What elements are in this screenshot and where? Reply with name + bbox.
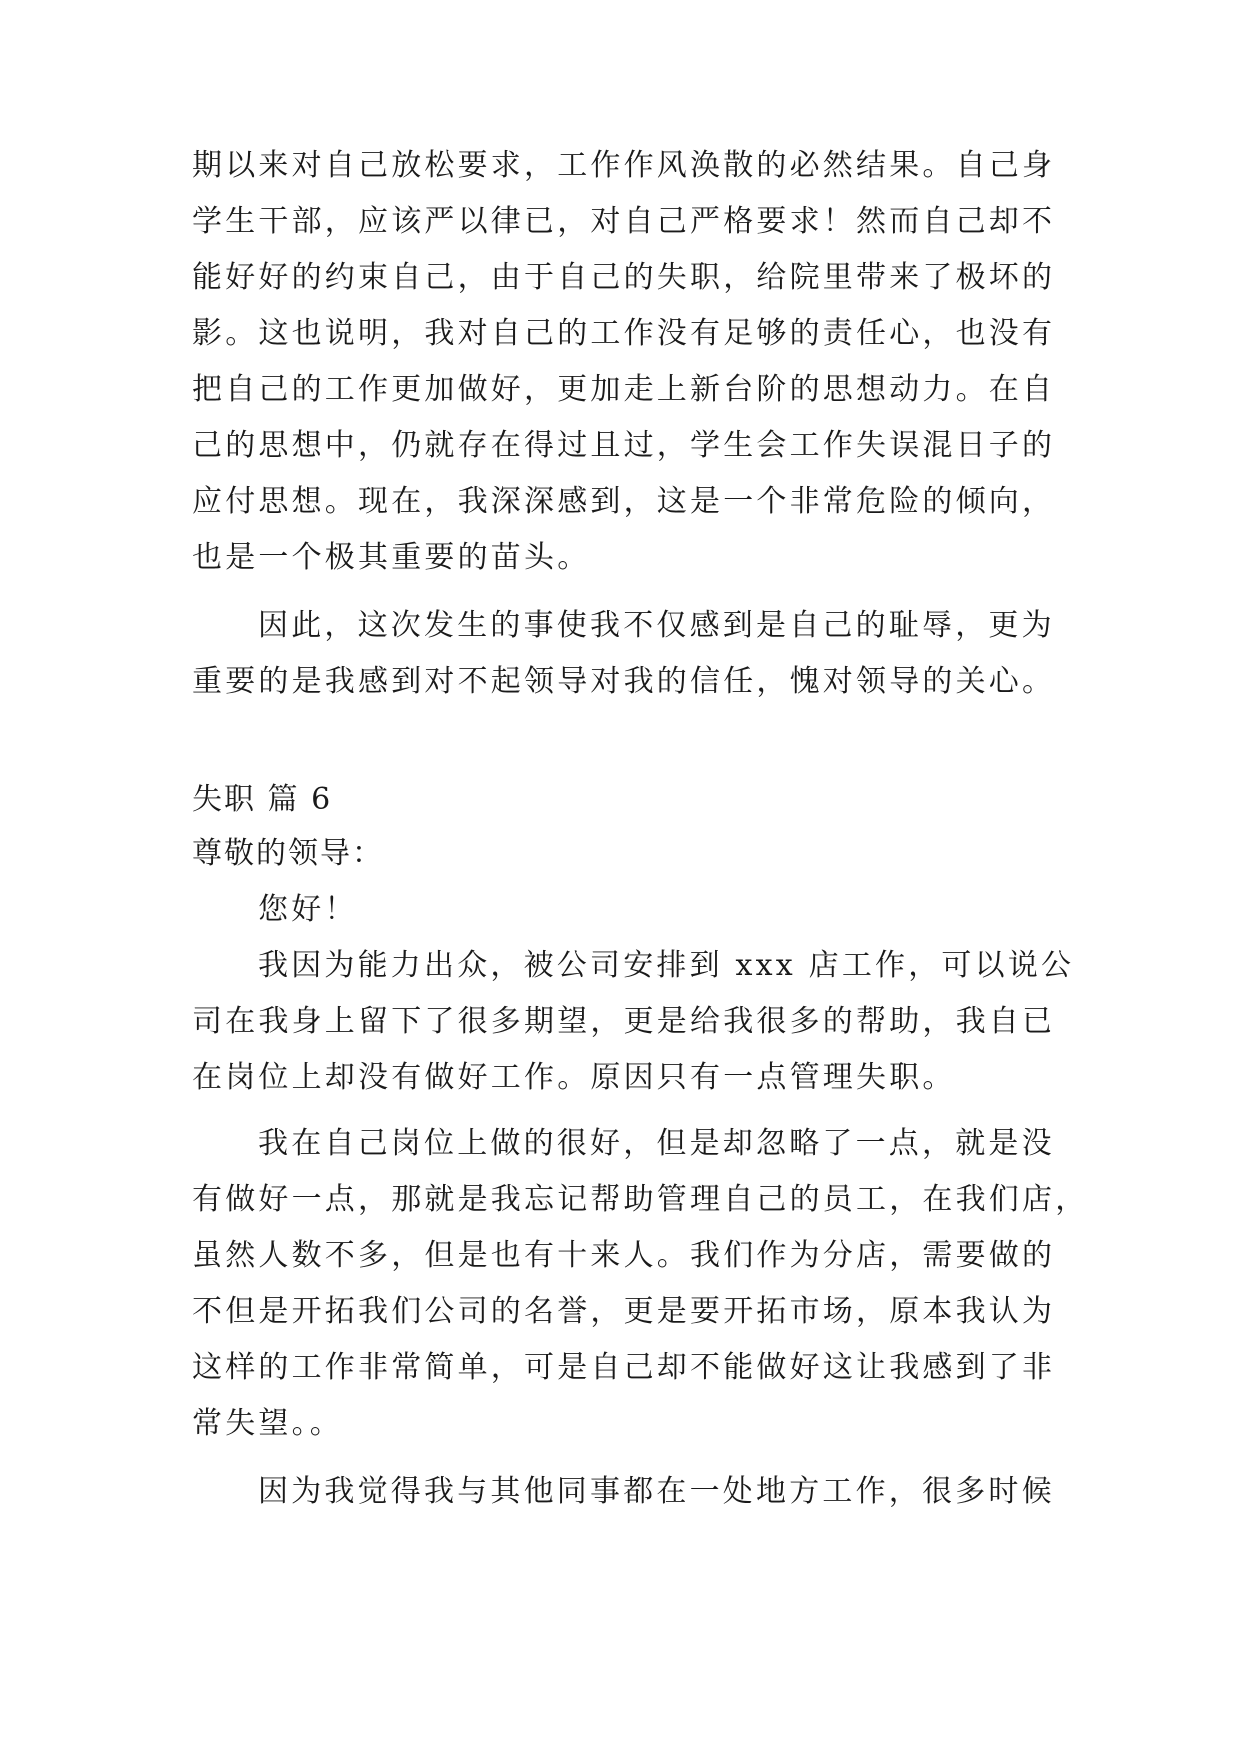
paragraph-line: 因为我觉得我与其他同事都在一处地方工作，很多时候 xyxy=(258,1474,1055,1509)
paragraph-line: 学生干部，应该严以律已，对自己严格要求！然而自己却不 xyxy=(192,204,1056,239)
paragraph-line: 在岗位上却没有做好工作。原因只有一点管理失职。 xyxy=(192,1060,956,1095)
paragraph-line: 重要的是我感到对不起领导对我的信任，愧对领导的关心。 xyxy=(192,664,1056,699)
salutation: 尊敬的领导： xyxy=(192,836,384,871)
paragraph-line: 不但是开拓我们公司的名誉，更是要开拓市场，原本我认为 xyxy=(192,1294,1056,1329)
paragraph-line: 因此，这次发生的事使我不仅感到是自己的耻辱，更为 xyxy=(258,608,1055,643)
paragraph-line: 我因为能力出众，被公司安排到 xxx 店工作，可以说公 xyxy=(258,948,1075,983)
paragraph-line: 影。这也说明，我对自己的工作没有足够的责任心，也没有 xyxy=(192,316,1056,351)
section-title: 失职 篇 6 xyxy=(192,782,333,817)
paragraph-line: 应付思想。现在，我深深感到，这是一个非常危险的倾向， xyxy=(192,484,1056,519)
paragraph-line: 也是一个极其重要的苗头。 xyxy=(192,540,591,575)
paragraph-line: 我在自己岗位上做的很好，但是却忽略了一点，就是没 xyxy=(258,1126,1055,1161)
paragraph-line: 把自己的工作更加做好，更加走上新台阶的思想动力。在自 xyxy=(192,372,1056,407)
paragraph-line: 常失望。。 xyxy=(192,1406,343,1441)
paragraph-line: 己的思想中，仍就存在得过且过，学生会工作失误混日子的 xyxy=(192,428,1056,463)
paragraph-line: 司在我身上留下了很多期望，更是给我很多的帮助，我自已 xyxy=(192,1004,1056,1039)
paragraph-line: 能好好的约束自己，由于自己的失职，给院里带来了极坏的 xyxy=(192,260,1056,295)
paragraph-line: 期以来对自己放松要求，工作作风涣散的必然结果。自己身 xyxy=(192,148,1056,183)
greeting: 您好！ xyxy=(258,892,358,927)
paragraph-line: 虽然人数不多，但是也有十来人。我们作为分店，需要做的 xyxy=(192,1238,1056,1273)
paragraph-line: 有做好一点，那就是我忘记帮助管理自己的员工，在我们店， xyxy=(192,1182,1089,1217)
paragraph-line: 这样的工作非常简单，可是自己却不能做好这让我感到了非 xyxy=(192,1350,1056,1385)
